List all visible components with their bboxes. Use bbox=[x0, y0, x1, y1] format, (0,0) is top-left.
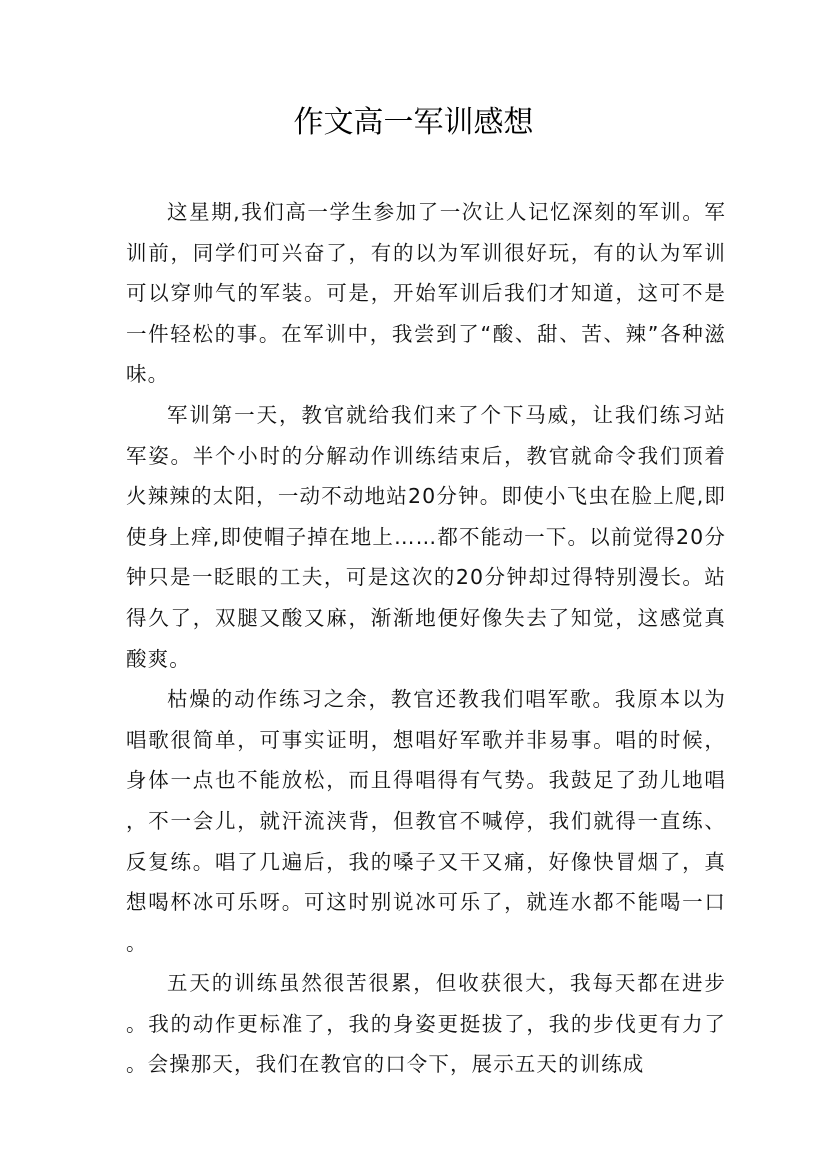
paragraph-2: 军训第一天，教官就给我们来了个下马威，让我们练习站军姿。半个小时的分解动作训练结束后，教官就命令我们顶着火辣辣的太阳，一动不动地站20分钟。即使小飞虫在脸上爬,即使身上痒,即使帽子掉在地上……都不能动一下。以前觉得20分钟只是一眨眼的工夫，可是这次的20分钟却过得特别漫长。站得久了，双腿又酸又麻，渐渐地便好像失去了知觉，这感觉真酸爽。 bbox=[126, 402, 726, 671]
document-body bbox=[126, 192, 726, 1085]
paragraph-3: 枯燥的动作练习之余，教官还教我们唱军歌。我原本以为唱歌很简单，可事实证明，想唱好军歌并非易事。唱的时候，身体一点也不能放松，而且得唱得有气势。我鼓足了劲儿地唱，不一会儿，就汗流浃背，但教官不喊停，我们就得一直练、反复练。唱了几遍后，我的嗓子又干又痛，好像快冒烟了，真想喝杯冰可乐呀。可这时别说冰可乐了，就连水都不能喝一口。 bbox=[126, 687, 726, 955]
paragraph-4: 五天的训练虽然很苦很累，但收获很大，我每天都在进步。我的动作更标准了，我的身姿更挺拔了，我的步伐更有力了。会操那天，我们在教官的口令下，展示五天的训练成 bbox=[126, 971, 726, 1077]
paragraph-1: 这星期,我们高一学生参加了一次让人记忆深刻的军训。军训前，同学们可兴奋了，有的以为军训很好玩，有的认为军训可以穿帅气的军装。可是，开始军训后我们才知道，这可不是一件轻松的事。在军训中，我尝到了“酸、甜、苦、辣”各种滋味。 bbox=[126, 200, 726, 387]
document-title: 作文高一军训感想 bbox=[293, 105, 534, 140]
